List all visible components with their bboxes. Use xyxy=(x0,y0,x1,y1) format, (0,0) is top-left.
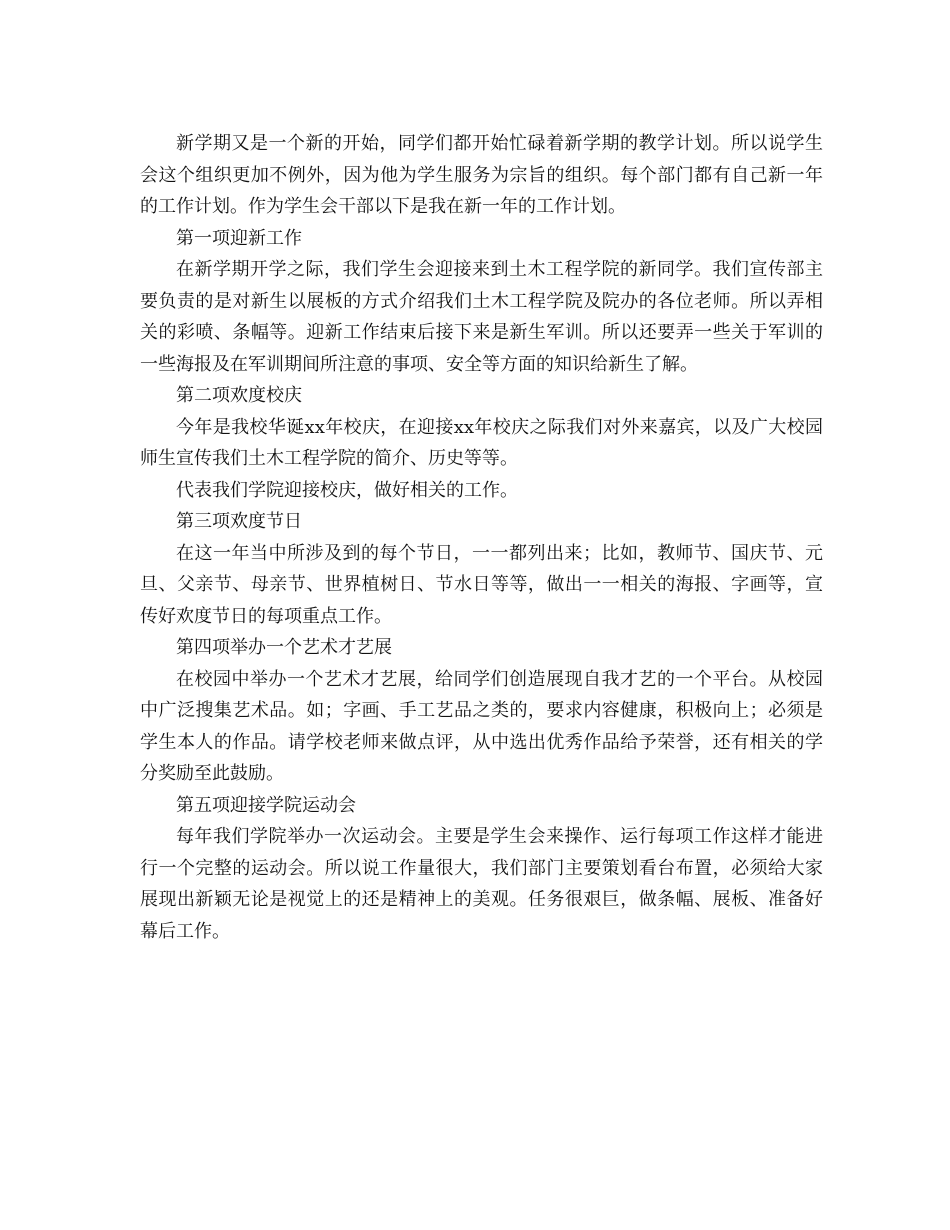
section-1-paragraph: 在新学期开学之际，我们学生会迎接来到土木工程学院的新同学。我们宣传部主要负责的是对新生以展板的方式介绍我们土木工程学院及院办的各位老师。所以弄相关的彩喷、条幅等。迎新工作结束后接下来是新生军训。所以还要弄一些关于军训的一些海报及在军训期间所注意的事项、安全等方面的知识给新生了解。 xyxy=(140,259,823,375)
document-body xyxy=(140,128,823,947)
section-heading-2: 第二项欢度校庆 xyxy=(176,385,302,406)
section-5-paragraph: 每年我们学院举办一次运动会。主要是学生会来操作、运行每项工作这样才能进行一个完整的运动会。所以说工作量很大，我们部门主要策划看台布置，必须给大家展现出新颖无论是视觉上的还是精神上的美观。任务很艰巨，做条幅、展板、准备好幕后工作。 xyxy=(140,826,823,942)
section-2-paragraph-1: 今年是我校华诞xx年校庆，在迎接xx年校庆之际我们对外来嘉宾，以及广大校园师生宣传我们土木工程学院的简介、历史等等。 xyxy=(140,416,823,469)
intro-paragraph: 新学期又是一个新的开始，同学们都开始忙碌着新学期的教学计划。所以说学生会这个组织更加不例外，因为他为学生服务为宗旨的组织。每个部门都有自己新一年的工作计划。作为学生会干部以下是我在新一年的工作计划。 xyxy=(140,133,823,217)
section-heading-1: 第一项迎新工作 xyxy=(176,227,302,249)
section-3-paragraph: 在这一年当中所涉及到的每个节日，一一都列出来；比如，教师节、国庆节、元旦、父亲节、母亲节、世界植树日、节水日等等，做出一一相关的海报、字画等，宣传好欢度节日的每项重点工作。 xyxy=(140,542,823,627)
section-heading-4: 第四项举办一个艺术才艺展 xyxy=(176,637,392,658)
section-heading-5: 第五项迎接学院运动会 xyxy=(176,794,356,816)
section-heading-3: 第三项欢度节日 xyxy=(176,511,302,532)
section-2-paragraph-2: 代表我们学院迎接校庆，做好相关的工作。 xyxy=(176,479,518,501)
section-4-paragraph: 在校园中举办一个艺术才艺展，给同学们创造展现自我才艺的一个平台。从校园中广泛搜集艺术品。如；字画、手工艺品之类的，要求内容健康，积极向上；必须是学生本人的作品。请学校老师来做点评，从中选出优秀作品给予荣誉，还有相关的学分奖励至此鼓励。 xyxy=(140,668,823,784)
